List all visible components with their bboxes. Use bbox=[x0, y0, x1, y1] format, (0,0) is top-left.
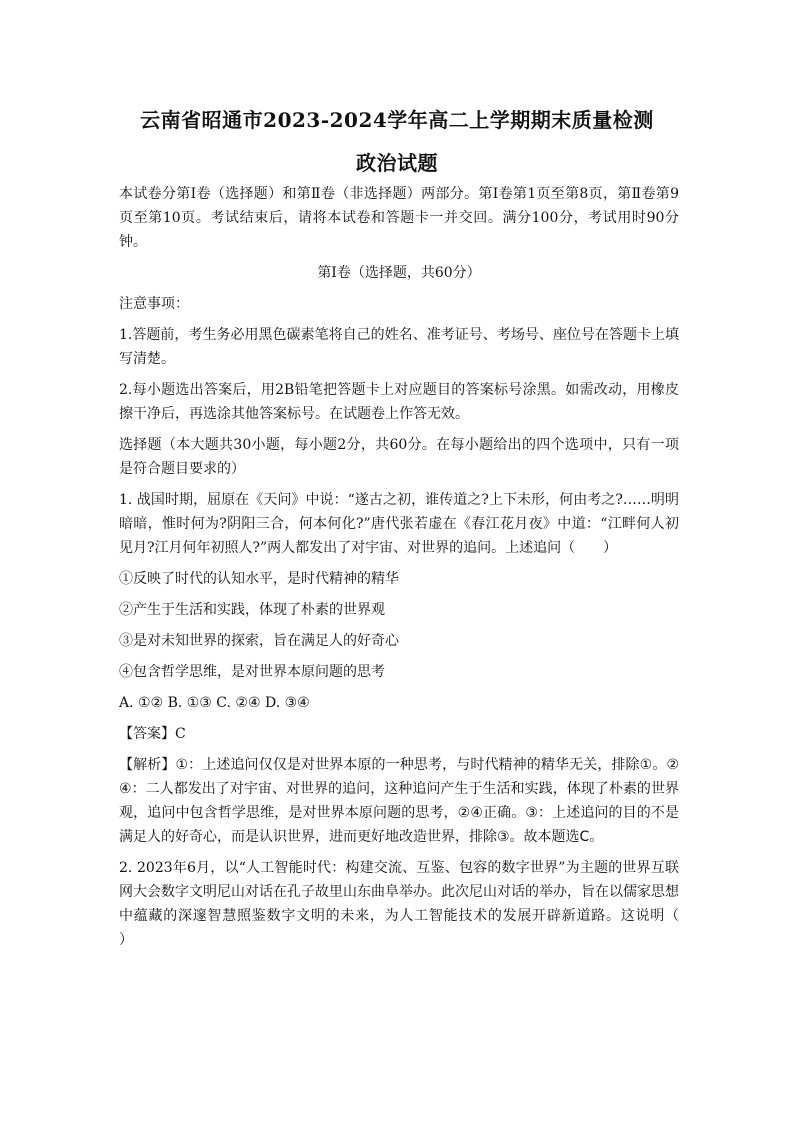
intro-paragraph: 本试卷分第Ⅰ卷（选择题）和第Ⅱ卷（非选择题）两部分。第Ⅰ卷第1页至第8页，第Ⅱ卷第9页至第10页。考试结束后，请将本试卷和答题卡一并交回。满分100分，考试用时90分钟。 bbox=[119, 186, 679, 250]
exam-title: 云南省昭通市2023-2024学年高二上学期期末质量检测 bbox=[140, 108, 654, 132]
question-1-option: ③是对未知世界的探索，旨在满足人的好奇心 bbox=[119, 633, 399, 649]
exam-body bbox=[119, 182, 707, 959]
mc-instructions: 选择题（本大题共30小题，每小题2分，共60分。在每小题给出的四个选项中，只有一项是符合题目要求的） bbox=[119, 437, 679, 477]
question-1-analysis: 【解析】①：上述追问仅仅是对世界本原的一种思考，与时代精神的精华无关，排除①。②④：二人都发出了对宇宙、对世界的追问，这种追问产生于生活和实践，体现了朴素的世界观，追问中包含哲学思维，是对世界本原问题的思考，②④正确。③：上述追问的目的不是满足人的好奇心，而是认识世界，进而更好地改造世界，排除③。故本题选C。 bbox=[119, 757, 679, 845]
question-1-answer: 【答案】C bbox=[119, 726, 186, 742]
question-2-stem: 2. 2023年6月，以“人工智能时代：构建交流、互鉴、包容的数字世界”为主题的世界互联网大会数字文明尼山对话在孔子故里山东曲阜举办。此次尼山对话的举办，旨在以儒家思想中蕴藏的深邃智慧照鉴数字文明的未来，为人工智能技术的发展开辟新道路。这说明（ ） bbox=[119, 860, 707, 948]
section-heading: 第Ⅰ卷（选择题，共60分） bbox=[317, 265, 481, 281]
question-1-stem: 1. 战国时期，屈原在《天问》中说：“遂古之初，谁传道之?上下未形，何由考之?……明明暗暗，惟时何为?阴阳三合，何本何化?”唐代张若虚在《春江花月夜》中道：“江畔何人初见月?江月何年初照人?”两人都发出了对宇宙、对世界的追问。上述追问（ ） bbox=[119, 492, 679, 556]
question-1-option: ①反映了时代的认知水平，是时代精神的精华 bbox=[119, 571, 399, 587]
note-item-2: 2.每小题选出答案后，用2B铅笔把答题卡上对应题目的答案标号涂黑。如需改动，用橡皮擦干净后，再选涂其他答案标号。在试题卷上作答无效。 bbox=[119, 382, 679, 422]
notes-heading: 注意事项： bbox=[119, 296, 189, 312]
question-1-option: ④包含哲学思维，是对世界本原问题的思考 bbox=[119, 664, 385, 680]
question-1-option: ②产生于生活和实践，体现了朴素的世界观 bbox=[119, 602, 385, 618]
exam-subject-title: 政治试题 bbox=[356, 151, 438, 175]
note-item-1: 1.答题前，考生务必用黑色碳素笔将自己的姓名、准考证号、考场号、座位号在答题卡上填写清楚。 bbox=[119, 327, 679, 367]
question-1-choices: A. ①② B. ①③ C. ②④ D. ③④ bbox=[119, 695, 310, 711]
